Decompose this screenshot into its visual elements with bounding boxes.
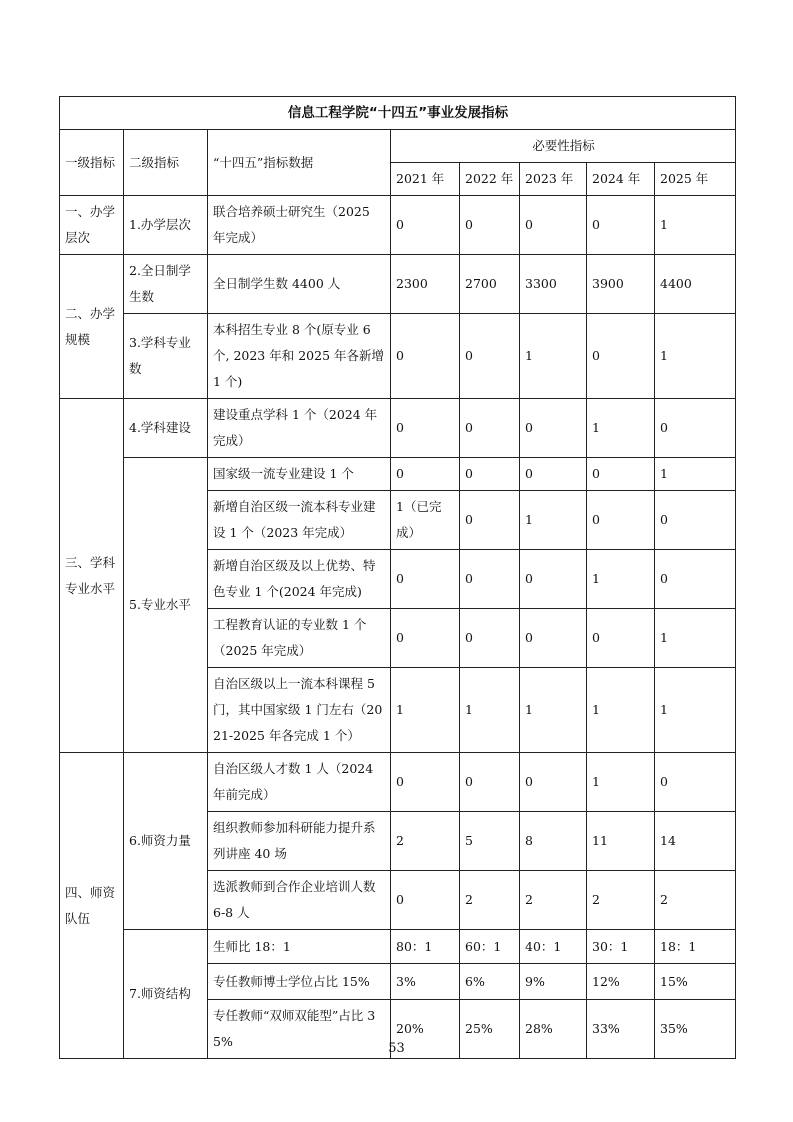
value-cell: 1 xyxy=(655,609,736,668)
value-cell: 3% xyxy=(391,964,460,1000)
value-cell: 11 xyxy=(587,812,655,871)
value-cell: 12% xyxy=(587,964,655,1000)
table-row xyxy=(60,196,736,255)
group-label: 三、学科专业水平 xyxy=(60,399,124,753)
value-cell: 2 xyxy=(520,871,587,930)
indicator-text: 专任教师“双师双能型”占比 35% xyxy=(208,1000,391,1059)
indicator-text: 新增自治区级一流本科专业建设 1 个（2023 年完成） xyxy=(208,491,391,550)
value-cell: 0 xyxy=(460,550,520,609)
value-cell: 0 xyxy=(587,196,655,255)
header-required: 必要性指标 xyxy=(391,130,736,163)
value-cell: 2300 xyxy=(391,255,460,314)
header-year: 2023 年 xyxy=(520,163,587,196)
level2-label: 7.师资结构 xyxy=(124,930,208,1059)
value-cell: 9% xyxy=(520,964,587,1000)
indicator-text: 国家级一流专业建设 1 个 xyxy=(208,458,391,491)
level2-label: 6.师资力量 xyxy=(124,753,208,930)
value-cell: 1 xyxy=(587,753,655,812)
header-level2: 二级指标 xyxy=(124,130,208,196)
value-cell: 6% xyxy=(460,964,520,1000)
value-cell: 5 xyxy=(460,812,520,871)
indicator-text: 选派教师到合作企业培训人数 6-8 人 xyxy=(208,871,391,930)
level2-label: 1.办学层次 xyxy=(124,196,208,255)
indicator-text: 新增自治区级及以上优势、特色专业 1 个(2024 年完成) xyxy=(208,550,391,609)
value-cell: 0 xyxy=(460,609,520,668)
group-label: 二、办学规模 xyxy=(60,255,124,399)
indicator-text: 联合培养硕士研究生（2025 年完成） xyxy=(208,196,391,255)
value-cell: 0 xyxy=(587,609,655,668)
value-cell: 0 xyxy=(391,871,460,930)
value-cell: 0 xyxy=(391,753,460,812)
table-title: 信息工程学院“十四五”事业发展指标 xyxy=(60,97,736,130)
value-cell: 1 xyxy=(655,458,736,491)
value-cell: 18：1 xyxy=(655,930,736,964)
value-cell: 1 xyxy=(655,314,736,399)
value-cell: 0 xyxy=(391,609,460,668)
value-cell: 1 xyxy=(520,491,587,550)
table-row xyxy=(60,458,736,491)
value-cell: 0 xyxy=(655,550,736,609)
indicator-text: 组织教师参加科研能力提升系列讲座 40 场 xyxy=(208,812,391,871)
value-cell: 0 xyxy=(460,196,520,255)
header-year: 2025 年 xyxy=(655,163,736,196)
value-cell: 0 xyxy=(520,753,587,812)
value-cell: 0 xyxy=(520,609,587,668)
value-cell: 0 xyxy=(460,458,520,491)
value-cell: 0 xyxy=(391,399,460,458)
value-cell: 0 xyxy=(655,753,736,812)
table-row xyxy=(60,399,736,458)
value-cell: 1 xyxy=(391,668,460,753)
indicator-text: 专任教师博士学位占比 15% xyxy=(208,964,391,1000)
value-cell: 2 xyxy=(460,871,520,930)
value-cell: 0 xyxy=(587,491,655,550)
level2-label: 3.学科专业数 xyxy=(124,314,208,399)
header-data: “十四五”指标数据 xyxy=(208,130,391,196)
value-cell: 4400 xyxy=(655,255,736,314)
value-cell: 28% xyxy=(520,1000,587,1059)
value-cell: 0 xyxy=(391,458,460,491)
header-level1: 一级指标 xyxy=(60,130,124,196)
indicator-text: 工程教育认证的专业数 1 个（2025 年完成） xyxy=(208,609,391,668)
value-cell: 33% xyxy=(587,1000,655,1059)
value-cell: 2 xyxy=(391,812,460,871)
value-cell: 1 xyxy=(520,314,587,399)
indicator-table xyxy=(59,96,736,1059)
group-label: 一、办学层次 xyxy=(60,196,124,255)
value-cell: 1 xyxy=(655,196,736,255)
value-cell: 0 xyxy=(520,399,587,458)
value-cell: 35% xyxy=(655,1000,736,1059)
value-cell: 0 xyxy=(655,491,736,550)
value-cell: 1 xyxy=(587,550,655,609)
value-cell: 15% xyxy=(655,964,736,1000)
value-cell: 14 xyxy=(655,812,736,871)
value-cell: 8 xyxy=(520,812,587,871)
value-cell: 0 xyxy=(587,458,655,491)
table-row xyxy=(60,314,736,399)
indicator-text: 本科招生专业 8 个(原专业 6 个, 2023 年和 2025 年各新增 1 个) xyxy=(208,314,391,399)
value-cell: 2 xyxy=(655,871,736,930)
value-cell: 80：1 xyxy=(391,930,460,964)
value-cell: 2 xyxy=(587,871,655,930)
indicator-text: 建设重点学科 1 个（2024 年完成） xyxy=(208,399,391,458)
value-cell: 1 xyxy=(460,668,520,753)
value-cell: 1 xyxy=(587,399,655,458)
value-cell: 60：1 xyxy=(460,930,520,964)
header-year: 2021 年 xyxy=(391,163,460,196)
value-cell: 1 xyxy=(655,668,736,753)
table-row xyxy=(60,753,736,812)
level2-label: 2.全日制学生数 xyxy=(124,255,208,314)
indicator-text: 全日制学生数 4400 人 xyxy=(208,255,391,314)
value-cell: 3900 xyxy=(587,255,655,314)
value-cell: 1（已完成） xyxy=(391,491,460,550)
indicator-text: 生师比 18：1 xyxy=(208,930,391,964)
value-cell: 0 xyxy=(460,753,520,812)
value-cell: 0 xyxy=(391,314,460,399)
value-cell: 1 xyxy=(520,668,587,753)
value-cell: 0 xyxy=(460,314,520,399)
value-cell: 0 xyxy=(520,550,587,609)
table-row xyxy=(60,255,736,314)
level2-label: 4.学科建设 xyxy=(124,399,208,458)
value-cell: 0 xyxy=(391,196,460,255)
header-year: 2022 年 xyxy=(460,163,520,196)
value-cell: 25% xyxy=(460,1000,520,1059)
value-cell: 0 xyxy=(655,399,736,458)
value-cell: 0 xyxy=(391,550,460,609)
table-row xyxy=(60,930,736,964)
value-cell: 30：1 xyxy=(587,930,655,964)
header-year: 2024 年 xyxy=(587,163,655,196)
value-cell: 1 xyxy=(587,668,655,753)
value-cell: 2700 xyxy=(460,255,520,314)
value-cell: 0 xyxy=(460,399,520,458)
value-cell: 3300 xyxy=(520,255,587,314)
value-cell: 0 xyxy=(520,458,587,491)
value-cell: 0 xyxy=(460,491,520,550)
value-cell: 0 xyxy=(520,196,587,255)
value-cell: 40：1 xyxy=(520,930,587,964)
page-number: 53 xyxy=(388,1041,405,1056)
indicator-text: 自治区级人才数 1 人（2024 年前完成） xyxy=(208,753,391,812)
group-label: 四、师资队伍 xyxy=(60,753,124,1059)
value-cell: 20% xyxy=(391,1000,460,1059)
value-cell: 0 xyxy=(587,314,655,399)
level2-label: 5.专业水平 xyxy=(124,458,208,753)
indicator-text: 自治区级以上一流本科课程 5 门，其中国家级 1 门左右（2021-2025 年各完成 1 个） xyxy=(208,668,391,753)
